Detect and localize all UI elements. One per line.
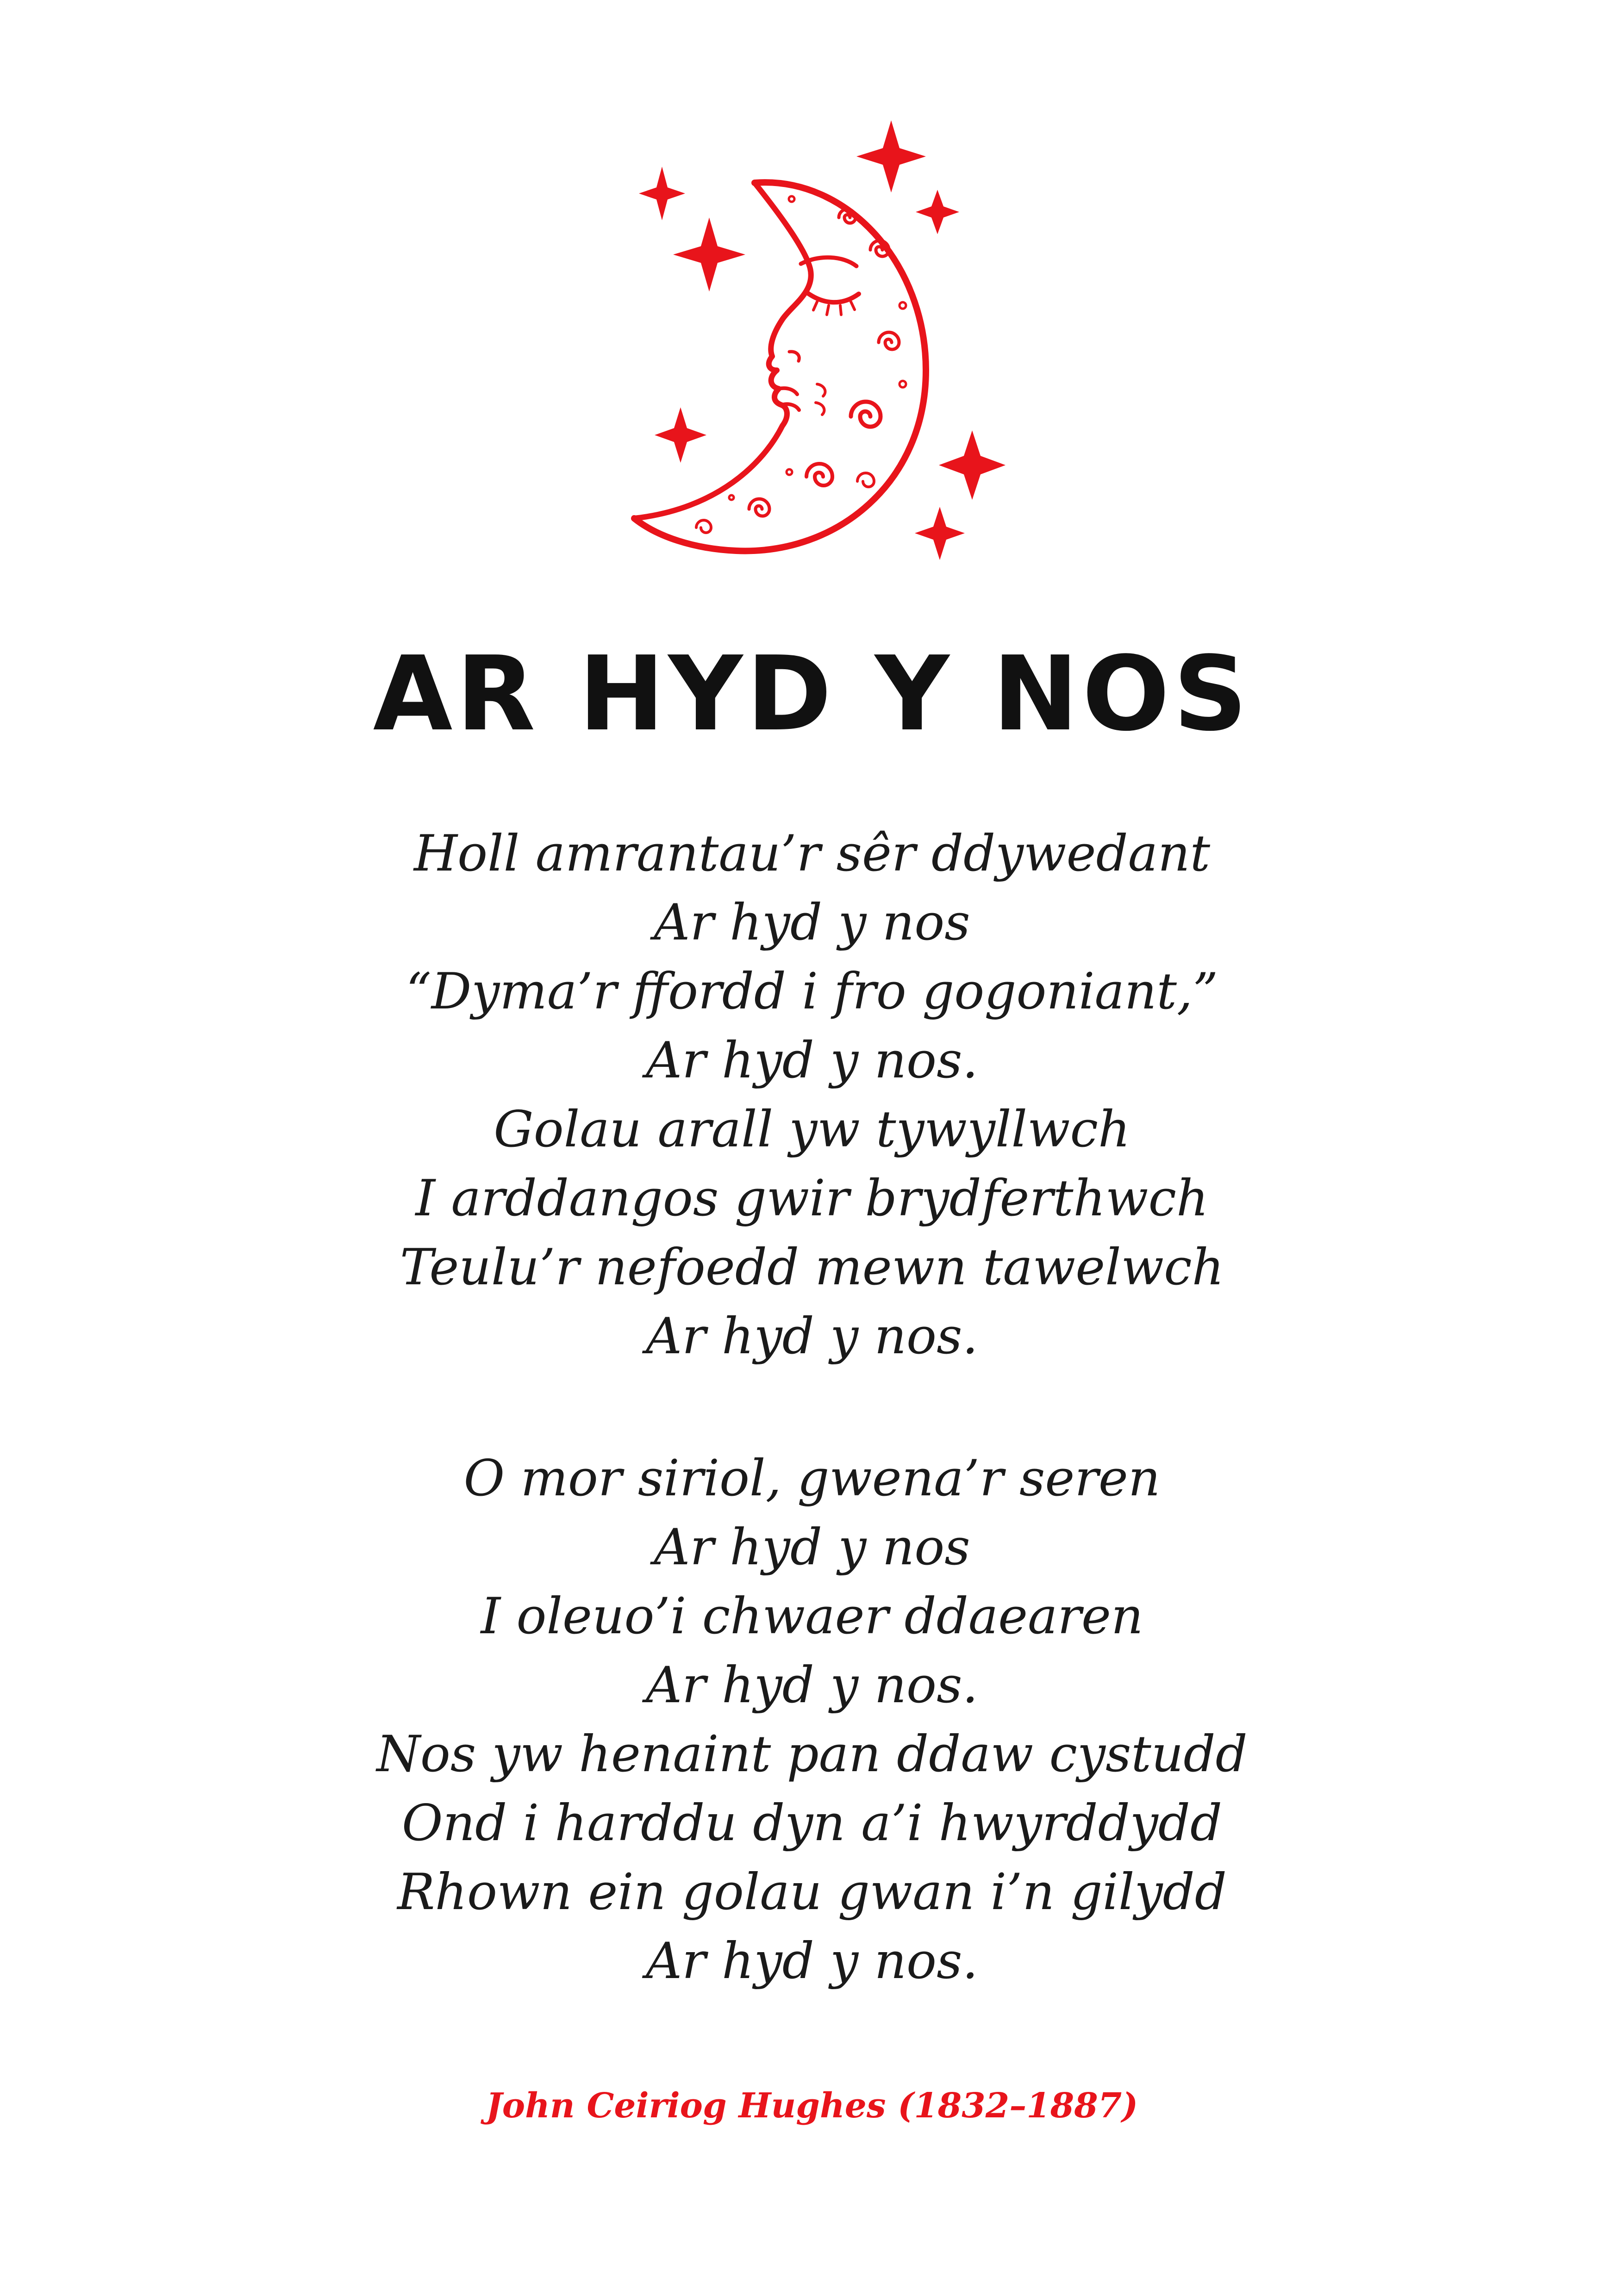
author-credit: John Ceiriog Hughes (1832–1887)	[486, 2086, 1138, 2126]
verse-line: Ar hyd y nos.	[646, 1656, 978, 1714]
verse-line: I oleuo’i chwaer ddaearen	[481, 1587, 1143, 1645]
star-icon	[655, 407, 706, 463]
star-icon	[856, 120, 926, 193]
star-icon	[915, 507, 965, 560]
star-icon	[939, 430, 1006, 500]
verse-line: Nos yw henaint pan ddaw cystudd	[376, 1725, 1248, 1783]
stanza-2	[0, 1444, 1624, 1996]
crescent-moon-face-icon	[606, 111, 1023, 569]
star-icon	[639, 167, 685, 220]
verse-line: I arddangos gwir brydferthwch	[415, 1170, 1209, 1227]
verse-line: Ar hyd y nos	[654, 1518, 970, 1576]
poem-title: AR HYD Y NOS	[373, 635, 1251, 754]
verse-line: Ar hyd y nos	[654, 894, 970, 952]
verse-line: Rhown ein golau gwan i’n gilydd	[397, 1863, 1227, 1921]
verse-line: Ar hyd y nos.	[646, 1032, 978, 1089]
stanza-1	[0, 819, 1624, 1371]
verse-line: Ar hyd y nos.	[646, 1307, 978, 1365]
verse-line: Teulu’r nefoedd mewn tawelwch	[400, 1238, 1224, 1296]
star-icon	[916, 190, 959, 234]
verse-line: Golau arall yw tywyllwch	[493, 1101, 1131, 1158]
star-icon	[673, 218, 745, 292]
verse-line: Holl amrantau’r sêr ddywedant	[413, 825, 1211, 883]
verse-line: O mor siriol, gwena’r seren	[463, 1450, 1161, 1507]
verse-line: Ond i harddu dyn a’i hwyrddydd	[402, 1794, 1222, 1852]
verse-line: Ar hyd y nos.	[646, 1932, 978, 1990]
verse-line: “Dyma’r ffordd i fro gogoniant,”	[406, 963, 1218, 1020]
